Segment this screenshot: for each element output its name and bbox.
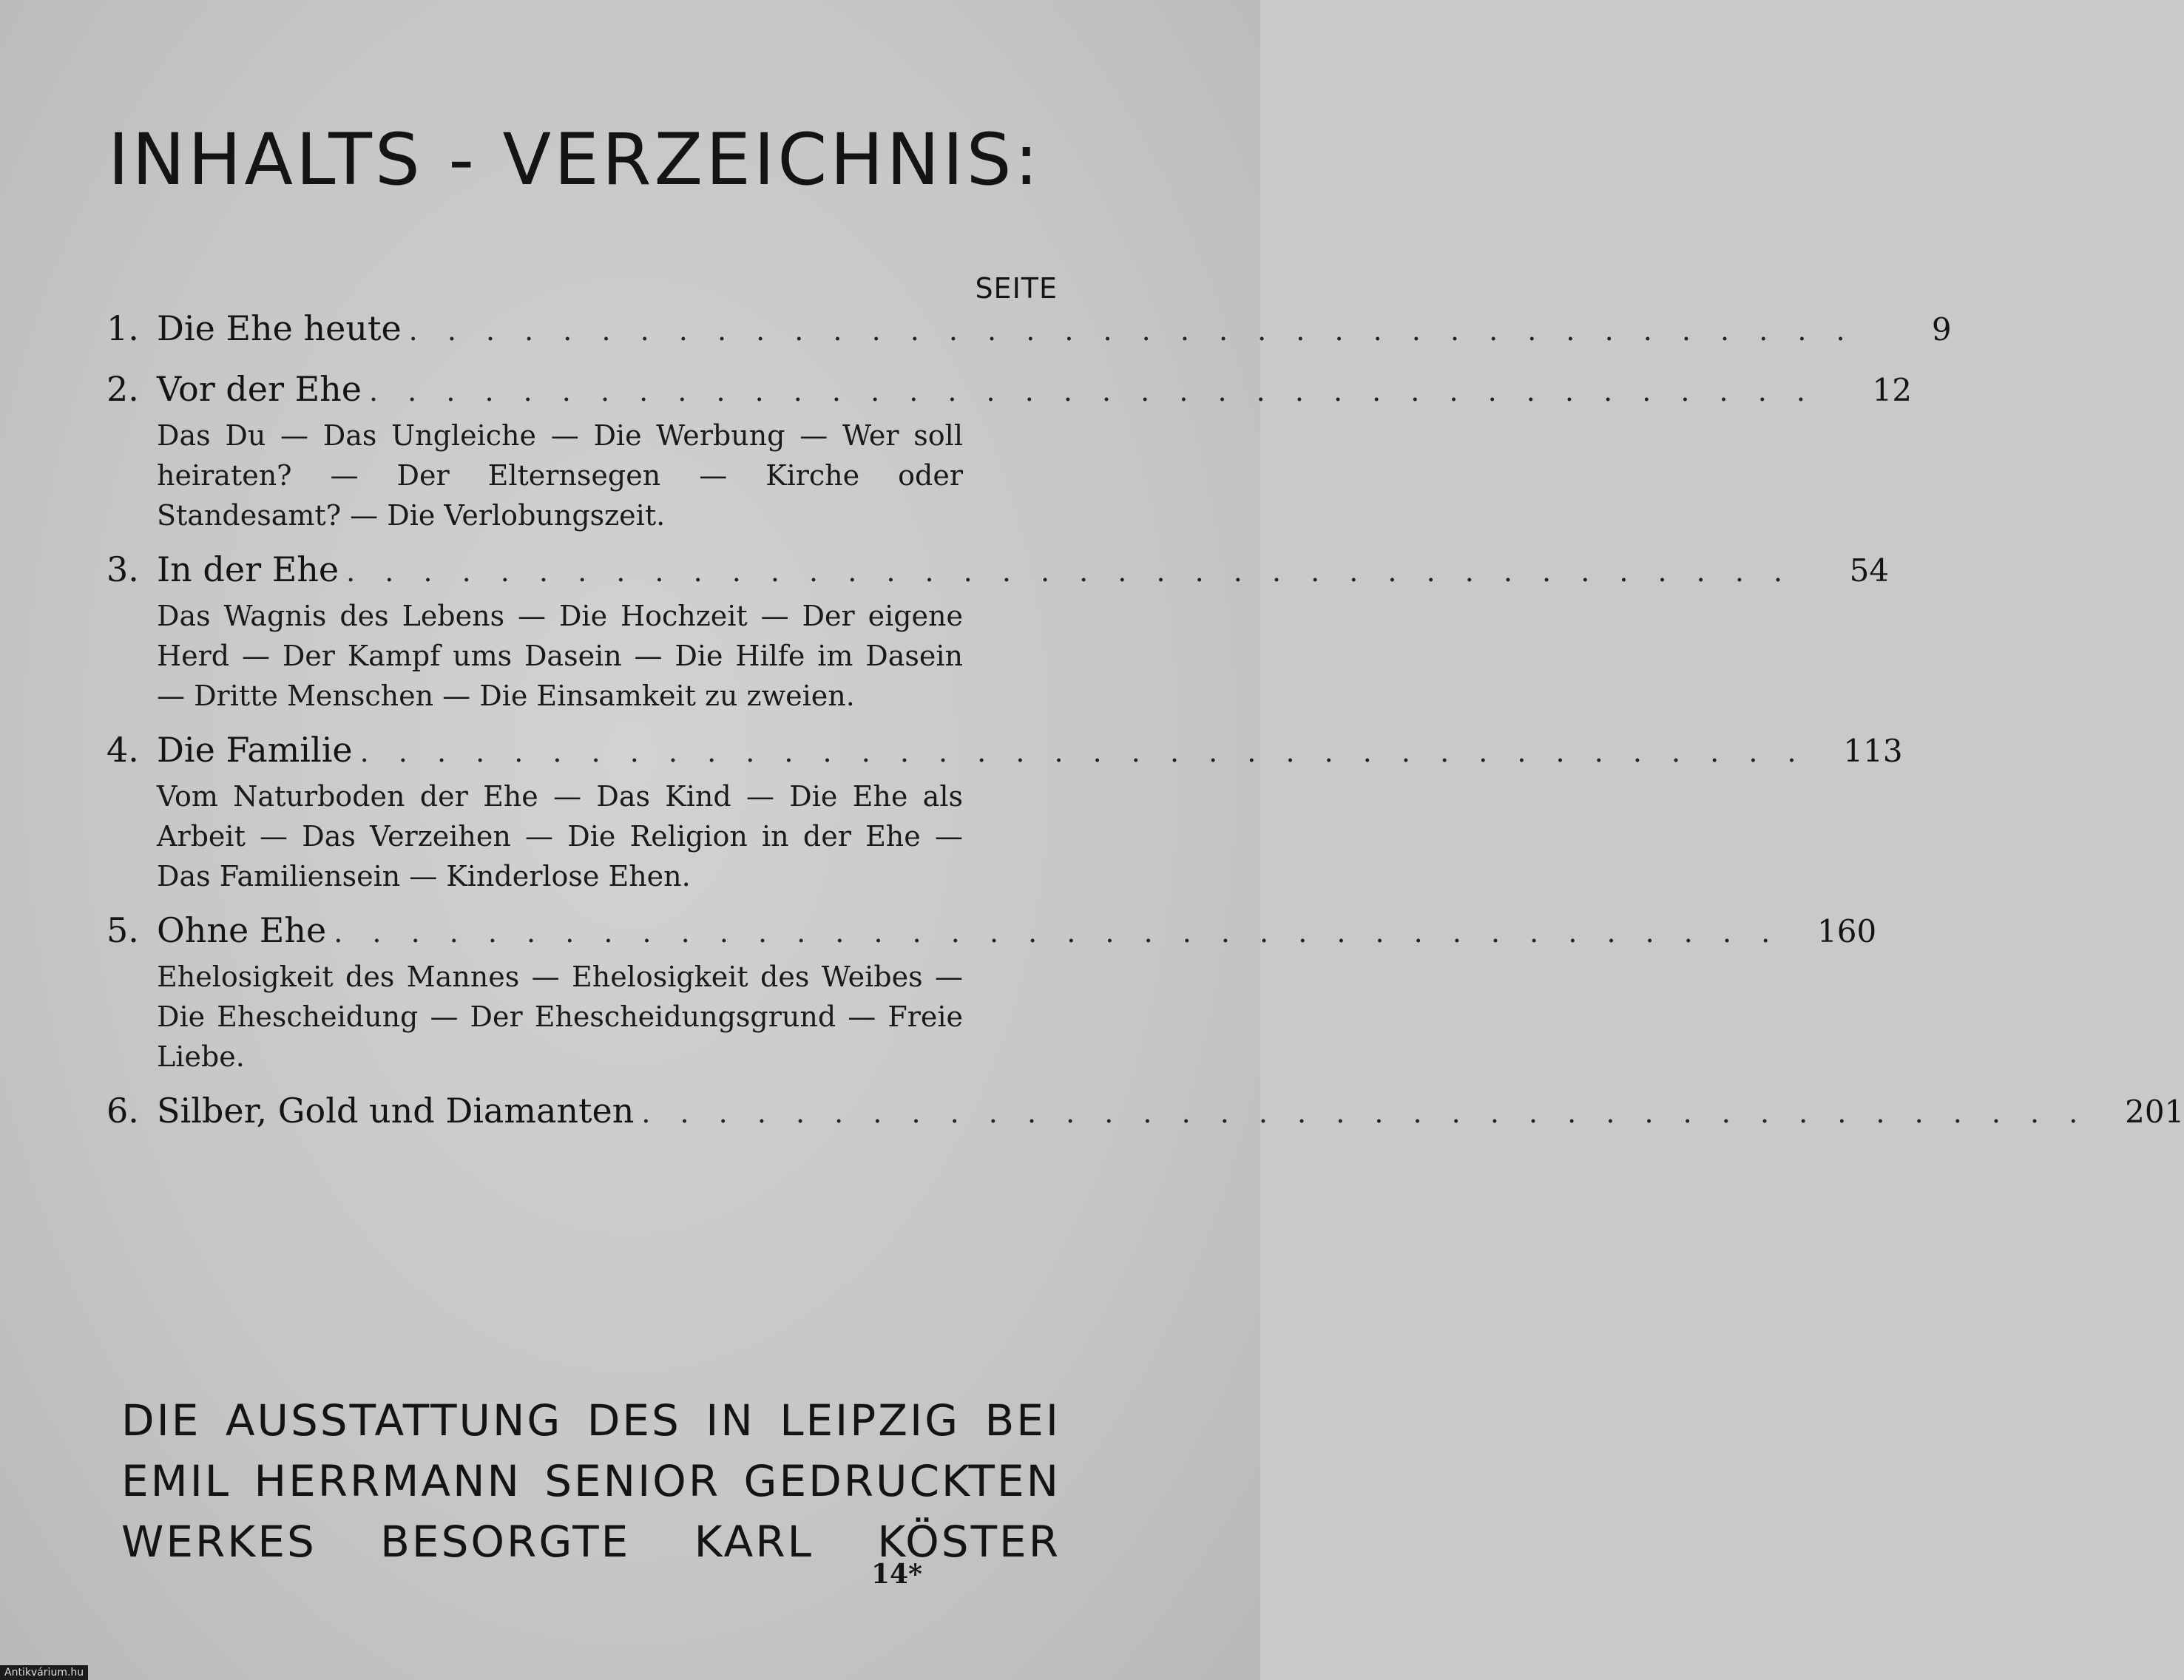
dot-leader: . . . . . . . . . . . . . . . . . . . . . . . . . . . . . . . . . . . . . . — [641, 1097, 2089, 1129]
entry-number: 1. — [107, 308, 139, 348]
dot-leader: . . . . . . . . . . . . . . . . . . . . . . . . . . . . . . . . . . . . . . — [334, 916, 1781, 949]
entry-topics: Ehelosigkeit des Mannes — Ehelosigkeit des Weibes — Die Ehescheidung — Der Ehescheidungsgrund — Freie Liebe. — [157, 961, 963, 1073]
entry-topics: Vom Naturboden der Ehe — Das Kind — Die Ehe als Arbeit — Das Verzeihen — Die Religion in der Ehe — Das Familiensein — Kinderlose Ehen. — [157, 780, 963, 892]
entry-topics: Das Du — Das Ungleiche — Die Werbung — Wer soll heiraten? — Der Elternsegen — Kirche oder Standesamt? — Die Verlobungszeit. — [157, 419, 963, 532]
imprint-line-1: DIE AUSSTATTUNG DES IN LEIPZIG BEI — [121, 1395, 1061, 1446]
entry-number: 2. — [107, 369, 139, 409]
entry-page: 113 — [1843, 733, 1903, 769]
toc-entry-5 — [107, 904, 1877, 1077]
entry-page: 201 — [2125, 1094, 2184, 1130]
imprint-line-3: WERKES BESORGTE KARL KÖSTER — [121, 1517, 1061, 1567]
watermark: Antikvárium.hu — [0, 1665, 88, 1680]
imprint-line-2: EMIL HERRMANN SENIOR GEDRUCKTEN — [121, 1456, 1061, 1506]
entry-title: Die Ehe heute — [157, 308, 402, 348]
toc-entry-1 — [107, 302, 1952, 355]
entry-title: Die Familie — [157, 730, 353, 770]
entry-number: 4. — [107, 730, 139, 770]
entry-title: Vor der Ehe — [157, 369, 362, 409]
printer-imprint — [121, 1390, 1061, 1572]
entry-page: 12 — [1872, 372, 1912, 408]
entry-page: 160 — [1817, 913, 1877, 949]
table-of-contents — [107, 302, 2184, 1145]
toc-entry-4 — [107, 723, 1903, 896]
dot-leader: . . . . . . . . . . . . . . . . . . . . . . . . . . . . . . . . . . . . . . — [346, 555, 1793, 588]
toc-entry-6 — [107, 1084, 2184, 1137]
entry-page: 9 — [1931, 311, 1952, 348]
entry-number: 6. — [107, 1091, 139, 1131]
dot-leader: . . . . . . . . . . . . . . . . . . . . . . . . . . . . . . . . . . . . . . — [359, 736, 1807, 768]
toc-entry-3 — [107, 543, 1890, 716]
dot-leader: . . . . . . . . . . . . . . . . . . . . . . . . . . . . . . . . . . . . . . — [369, 375, 1816, 407]
entry-page: 54 — [1849, 552, 1890, 589]
entry-title: Ohne Ehe — [157, 910, 327, 950]
dot-leader: . . . . . . . . . . . . . . . . . . . . . . . . . . . . . . . . . . . . . . — [408, 314, 1856, 347]
page-column-header: SEITE — [975, 272, 1058, 305]
signature-mark: 14* — [871, 1559, 922, 1590]
page-title: INHALTS - VERZEICHNIS: — [108, 118, 1041, 201]
toc-entry-2 — [107, 362, 1912, 535]
entry-topics: Das Wagnis des Lebens — Die Hochzeit — Der eigene Herd — Der Kampf ums Dasein — Die Hilfe im Dasein — Dritte Menschen — Die Einsamkeit zu zweien. — [157, 600, 963, 712]
entry-number: 3. — [107, 549, 139, 589]
entry-number: 5. — [107, 910, 139, 950]
entry-title: Silber, Gold und Diamanten — [157, 1091, 635, 1131]
entry-title: In der Ehe — [157, 549, 339, 589]
